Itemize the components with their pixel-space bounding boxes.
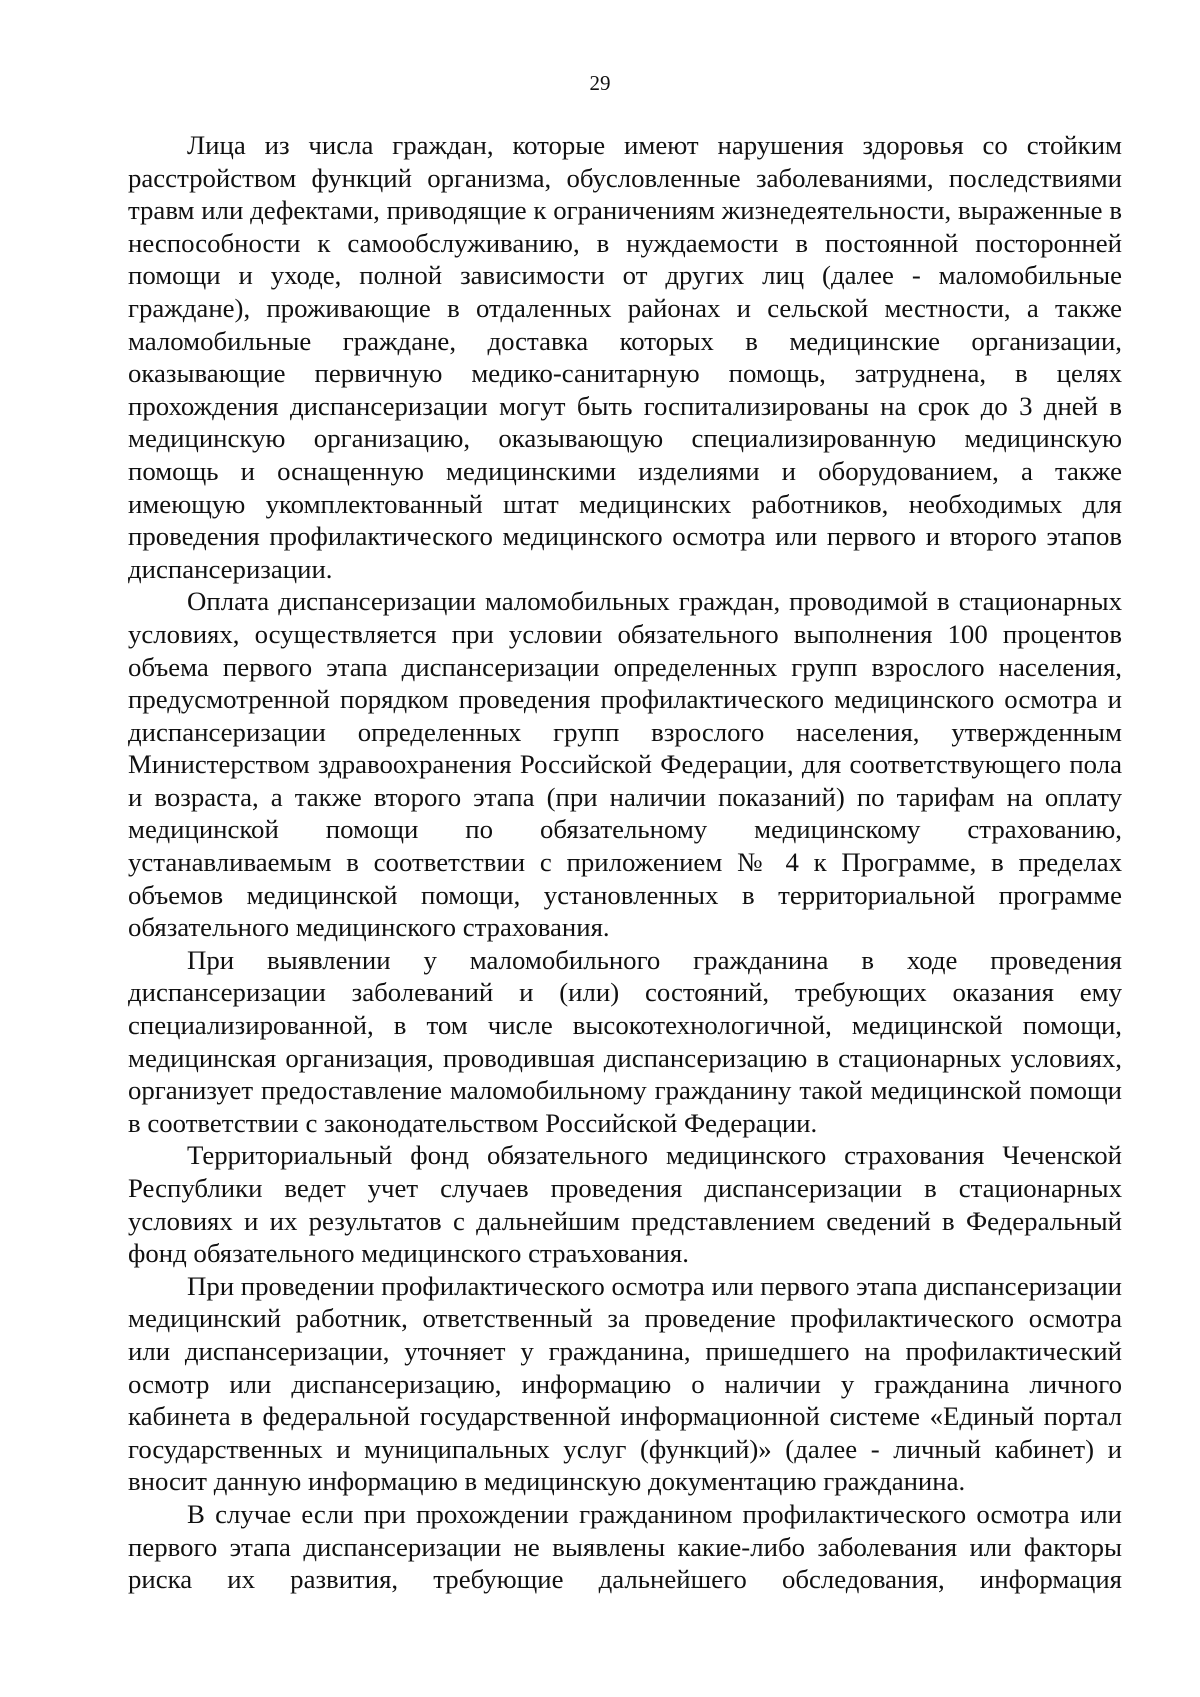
paragraph-specialized-care: При выявлении у маломобильного гражданина в ходе проведения диспансеризации заболеваний и (или) состояний, требующих оказания ему специализированной, в том числе высокотехнологичной, медицинской помощи, медицинская организация, проводившая диспансеризацию в стационарных условиях, организует предоставление маломобильному гражданину такой медицинской помощи в соответствии с законодательством Российской Федерации. — [128, 944, 1122, 1138]
paragraph-no-diseases: В случае если при прохождении гражданином профилактического осмотра или первого этапа диспансеризации не выявлены какие-либо заболевания или факторы риска их развития, требующие дальнейшего обследования, информация — [128, 1498, 1122, 1595]
paragraph-personal-account: При проведении профилактического осмотра или первого этапа диспансеризации медицинский работник, ответственный за проведение профилактического осмотра или диспансеризации, уточняет у гражданина, пришедшего на профилактический осмотр или диспансеризацию, информацию о наличии у гражданина личного кабинета в федеральной государственной информационной системе «Единый портал государственных и муниципальных услуг (функций)» (далее - личный кабинет) и вносит данную информацию в медицинскую документацию гражданина. — [128, 1270, 1122, 1497]
document-body — [128, 129, 1122, 1596]
paragraph-territorial-fund: Территориальный фонд обязательного медицинского страхования Чеченской Республики ведет учет случаев проведения диспансеризации в стационарных условиях и их результатов с дальнейшим представлением сведений в Федеральный фонд обязательного медицинского страъхования. — [128, 1140, 1122, 1269]
paragraph-payment: Оплата диспансеризации маломобильных граждан, проводимой в стационарных условиях, осуществляется при условии обязательного выполнения 100 процентов объема первого этапа диспансеризации определенных групп взрослого населения, предусмотренной порядком проведения профилактического медицинского осмотра и диспансеризации определенных групп взрослого населения, утвержденным Министерством здравоохранения Российской Федерации, для соответствующего пола и возраста, а также второго этапа (при наличии показаний) по тарифам на оплату медицинской помощи по обязательному медицинскому страхованию, устанавливаемым в соответствии с приложением № 4 к Программе, в пределах объемов медицинской помощи, установленных в территориальной программе обязательного медицинского страхования. — [128, 586, 1122, 943]
page-number: 29 — [589, 71, 611, 95]
paragraph-low-mobility-citizens: Лица из числа граждан, которые имеют нарушения здоровья со стойким расстройством функций организма, обусловленные заболеваниями, последствиями травм или дефектами, приводящие к ограничениям жизнедеятельности, выраженные в неспособности к самообслуживанию, в нуждаемости в постоянной посторонней помощи и уходе, полной зависимости от других лиц (далее - маломобильные граждане), проживающие в отдаленных районах и сельской местности, а также маломобильные граждане, доставка которых в медицинские организации, оказывающие первичную медико-санитарную помощь, затруднена, в целях прохождения диспансеризации могут быть госпитализированы на срок до 3 дней в медицинскую организацию, оказывающую специализированную медицинскую помощь и оснащенную медицинскими изделиями и оборудованием, а также имеющую укомплектованный штат медицинских работников, необходимых для проведения профилактического медицинского осмотра или первого и второго этапов диспансеризации. — [128, 130, 1122, 584]
